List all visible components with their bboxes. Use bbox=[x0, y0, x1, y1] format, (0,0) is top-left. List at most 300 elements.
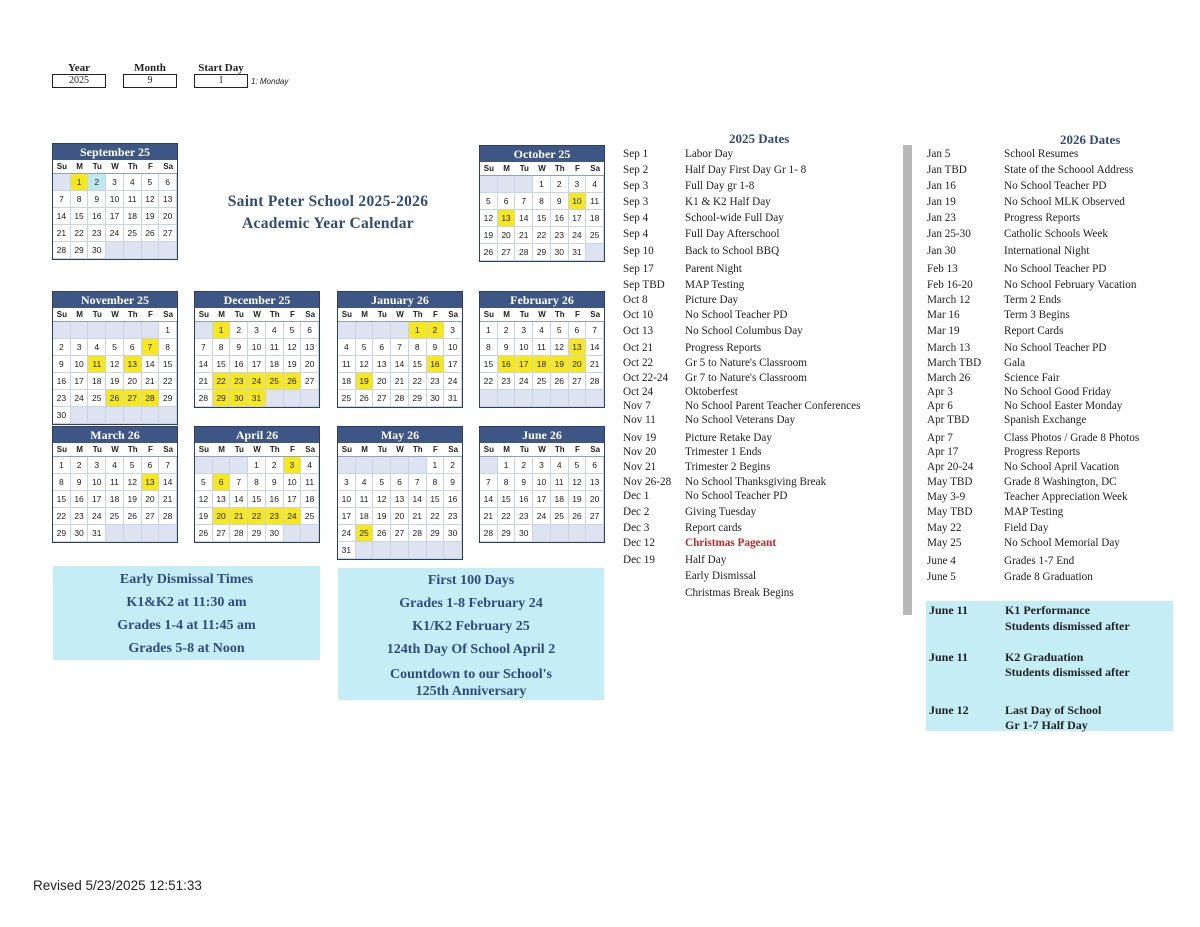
empty-day-cell bbox=[142, 242, 160, 259]
weekday-header: Su bbox=[338, 308, 356, 322]
event-name: No School Teacher PD bbox=[685, 490, 788, 502]
day-cell: 26 bbox=[480, 244, 498, 261]
day-cell: 21 bbox=[480, 508, 498, 525]
empty-day-cell bbox=[586, 244, 604, 261]
weekday-header: M bbox=[71, 160, 89, 174]
day-cell: 9 bbox=[88, 191, 106, 208]
day-cell: 13 bbox=[301, 339, 319, 356]
event-name: Parent Night bbox=[685, 263, 742, 275]
early-dismissal-grades-5-8: Grades 5-8 at Noon bbox=[128, 641, 245, 656]
early-dismissal-box bbox=[53, 566, 320, 660]
day-cell: 17 bbox=[88, 491, 106, 508]
weekday-header: Tu bbox=[515, 162, 533, 176]
day-cell: 1 bbox=[533, 176, 551, 193]
day-cell: 14 bbox=[515, 210, 533, 227]
day-cell: 11 bbox=[356, 491, 374, 508]
empty-day-cell bbox=[124, 322, 142, 339]
empty-day-cell bbox=[515, 390, 533, 407]
day-cell: 12 bbox=[284, 339, 302, 356]
day-cell: 22 bbox=[498, 508, 516, 525]
day-cell: 25 bbox=[586, 227, 604, 244]
day-cell: 26 bbox=[356, 390, 374, 407]
day-cell: 26 bbox=[142, 225, 160, 242]
empty-day-cell bbox=[71, 407, 89, 424]
start-day-field[interactable]: 1 bbox=[194, 74, 248, 88]
event-name: Early Dismissal bbox=[685, 570, 757, 582]
weekday-header: Tu bbox=[88, 308, 106, 322]
early-dismissal-title: Early Dismissal Times bbox=[119, 572, 254, 587]
empty-day-cell bbox=[142, 407, 160, 424]
event-name: Half Day First Day Gr 1- 8 bbox=[685, 164, 807, 176]
day-cell: 12 bbox=[195, 491, 213, 508]
day-cell: 2 bbox=[71, 457, 89, 474]
empty-day-cell bbox=[569, 390, 587, 407]
empty-day-cell bbox=[195, 457, 213, 474]
day-cell: 2 bbox=[515, 457, 533, 474]
day-cell: 15 bbox=[498, 491, 516, 508]
empty-day-cell bbox=[338, 457, 356, 474]
day-cell: 12 bbox=[551, 339, 569, 356]
day-cell: 7 bbox=[586, 322, 604, 339]
day-cell: 28 bbox=[480, 525, 498, 542]
event-date: Oct 22-24 bbox=[623, 372, 669, 384]
weekday-header: Su bbox=[480, 443, 498, 457]
month-april-2026 bbox=[194, 426, 320, 543]
empty-day-cell bbox=[480, 457, 498, 474]
day-cell: 28 bbox=[515, 244, 533, 261]
month-september-2025 bbox=[52, 143, 178, 260]
day-cell: 5 bbox=[124, 457, 142, 474]
day-cell: 10 bbox=[71, 356, 89, 373]
weekday-header: Su bbox=[195, 308, 213, 322]
month-name: December 25 bbox=[195, 292, 319, 308]
day-cell: 30 bbox=[71, 525, 89, 542]
day-cell: 27 bbox=[391, 525, 409, 542]
day-cell: 23 bbox=[427, 373, 445, 390]
day-cell: 31 bbox=[88, 525, 106, 542]
day-cell: 24 bbox=[88, 508, 106, 525]
day-cell: 9 bbox=[266, 474, 284, 491]
day-cell: 24 bbox=[533, 508, 551, 525]
day-cell: 25 bbox=[533, 373, 551, 390]
june-event-title: K1 Performance bbox=[1005, 603, 1090, 617]
day-cell: 11 bbox=[266, 339, 284, 356]
day-cell: 27 bbox=[586, 508, 604, 525]
june-event-date: June 12 bbox=[929, 703, 969, 717]
day-cell: 15 bbox=[533, 210, 551, 227]
day-cell: 8 bbox=[71, 191, 89, 208]
day-cell: 8 bbox=[480, 339, 498, 356]
event-name: Oktoberfest bbox=[685, 386, 738, 398]
day-cell: 10 bbox=[106, 191, 124, 208]
june-event-note: Students dismissed after bbox=[1005, 665, 1130, 679]
empty-day-cell bbox=[391, 322, 409, 339]
day-cell: 12 bbox=[373, 491, 391, 508]
day-cell: 2 bbox=[551, 176, 569, 193]
day-cell: 4 bbox=[551, 457, 569, 474]
day-cell: 12 bbox=[142, 191, 160, 208]
weekday-header: M bbox=[213, 308, 231, 322]
day-cell: 29 bbox=[498, 525, 516, 542]
day-cell: 8 bbox=[498, 474, 516, 491]
day-cell: 22 bbox=[71, 225, 89, 242]
event-name: Report Cards bbox=[1004, 325, 1064, 337]
event-name: Grade 8 Washington, DC bbox=[1004, 476, 1117, 488]
day-cell: 20 bbox=[498, 227, 516, 244]
day-cell: 23 bbox=[88, 225, 106, 242]
day-cell: 8 bbox=[427, 474, 445, 491]
day-cell: 15 bbox=[480, 356, 498, 373]
day-cell: 16 bbox=[71, 491, 89, 508]
day-cell: 27 bbox=[213, 525, 231, 542]
day-cell: 20 bbox=[569, 356, 587, 373]
weekday-header: M bbox=[498, 162, 516, 176]
event-name: Gr 5 to Nature's Classroom bbox=[685, 357, 807, 369]
event-name: International Night bbox=[1004, 245, 1090, 257]
empty-day-cell bbox=[124, 242, 142, 259]
countdown-line-1: Countdown to our School's bbox=[390, 667, 552, 682]
day-cell: 22 bbox=[480, 373, 498, 390]
day-cell: 2 bbox=[427, 322, 445, 339]
june-event-date: June 11 bbox=[929, 650, 969, 664]
event-name: Back to School BBQ bbox=[685, 245, 780, 257]
year-field[interactable]: 2025 bbox=[52, 74, 106, 88]
month-name: May 26 bbox=[338, 427, 462, 443]
day-cell: 17 bbox=[515, 356, 533, 373]
weekday-header: Sa bbox=[586, 443, 604, 457]
event-date: Dec 12 bbox=[623, 537, 655, 549]
day-cell: 14 bbox=[159, 474, 177, 491]
day-cell: 18 bbox=[551, 491, 569, 508]
event-date: Jan 19 bbox=[927, 196, 956, 208]
day-cell: 23 bbox=[444, 508, 462, 525]
month-field[interactable]: 9 bbox=[123, 74, 177, 88]
day-cell: 16 bbox=[53, 373, 71, 390]
day-cell: 6 bbox=[569, 322, 587, 339]
day-cell: 28 bbox=[159, 508, 177, 525]
day-cell: 19 bbox=[124, 491, 142, 508]
event-name: No School Easter Monday bbox=[1004, 400, 1123, 412]
day-cell: 17 bbox=[71, 373, 89, 390]
day-cell: 30 bbox=[230, 390, 248, 407]
empty-day-cell bbox=[71, 322, 89, 339]
event-name: No School Teacher PD bbox=[1004, 180, 1107, 192]
day-cell: 1 bbox=[53, 457, 71, 474]
day-cell: 1 bbox=[409, 322, 427, 339]
day-cell: 2 bbox=[230, 322, 248, 339]
event-date: May 25 bbox=[927, 537, 962, 549]
empty-day-cell bbox=[480, 390, 498, 407]
day-cell: 21 bbox=[391, 373, 409, 390]
day-cell: 18 bbox=[266, 356, 284, 373]
day-cell: 1 bbox=[427, 457, 445, 474]
empty-day-cell bbox=[373, 322, 391, 339]
event-date: Feb 13 bbox=[927, 263, 958, 275]
event-date: Apr 3 bbox=[927, 386, 953, 398]
event-date: Apr 17 bbox=[927, 446, 959, 458]
day-cell: 28 bbox=[391, 390, 409, 407]
weekday-header: Sa bbox=[301, 443, 319, 457]
day-cell: 9 bbox=[427, 339, 445, 356]
day-cell: 30 bbox=[266, 525, 284, 542]
day-cell: 16 bbox=[230, 356, 248, 373]
day-cell: 25 bbox=[124, 225, 142, 242]
weekday-header: Th bbox=[409, 443, 427, 457]
empty-day-cell bbox=[159, 525, 177, 542]
day-cell: 29 bbox=[248, 525, 266, 542]
empty-day-cell bbox=[142, 525, 160, 542]
empty-day-cell bbox=[586, 390, 604, 407]
weekday-header: Th bbox=[124, 160, 142, 174]
empty-day-cell bbox=[301, 525, 319, 542]
month-name: January 26 bbox=[338, 292, 462, 308]
day-cell: 6 bbox=[124, 339, 142, 356]
month-june-2026 bbox=[479, 426, 605, 543]
day-cell: 6 bbox=[373, 339, 391, 356]
month-may-2026 bbox=[337, 426, 463, 560]
day-cell: 10 bbox=[444, 339, 462, 356]
day-cell: 5 bbox=[356, 339, 374, 356]
event-date: March 26 bbox=[927, 372, 971, 384]
day-cell: 25 bbox=[551, 508, 569, 525]
day-cell: 3 bbox=[338, 474, 356, 491]
event-date: Oct 22 bbox=[623, 357, 654, 369]
event-date: Sep 3 bbox=[623, 180, 649, 192]
day-cell: 26 bbox=[106, 390, 124, 407]
weekday-header: Sa bbox=[301, 308, 319, 322]
day-cell: 4 bbox=[124, 174, 142, 191]
event-name: No School April Vacation bbox=[1004, 461, 1120, 473]
day-cell: 11 bbox=[551, 474, 569, 491]
day-cell: 8 bbox=[409, 339, 427, 356]
day-cell: 22 bbox=[533, 227, 551, 244]
event-date: Dec 2 bbox=[623, 506, 650, 518]
empty-day-cell bbox=[106, 407, 124, 424]
day-cell: 5 bbox=[142, 174, 160, 191]
day-cell: 27 bbox=[301, 373, 319, 390]
day-cell: 11 bbox=[88, 356, 106, 373]
event-date: Oct 24 bbox=[623, 386, 654, 398]
weekday-header: W bbox=[248, 443, 266, 457]
day-cell: 13 bbox=[391, 491, 409, 508]
day-cell: 12 bbox=[480, 210, 498, 227]
event-name: No School Thanksgiving Break bbox=[685, 476, 827, 488]
weekday-header: M bbox=[498, 308, 516, 322]
day-cell: 26 bbox=[569, 508, 587, 525]
weekday-header: F bbox=[142, 443, 160, 457]
day-cell: 21 bbox=[159, 491, 177, 508]
event-name: Half Day bbox=[685, 554, 727, 566]
day-cell: 26 bbox=[284, 373, 302, 390]
month-grid bbox=[53, 308, 177, 424]
day-cell: 1 bbox=[498, 457, 516, 474]
month-name: March 26 bbox=[53, 427, 177, 443]
day-cell: 25 bbox=[301, 508, 319, 525]
title-line-2: Academic Year Calendar bbox=[242, 215, 414, 232]
day-cell: 22 bbox=[159, 373, 177, 390]
day-cell: 14 bbox=[391, 356, 409, 373]
june-event-title: Last Day of School bbox=[1005, 703, 1102, 717]
day-cell: 22 bbox=[409, 373, 427, 390]
day-cell: 16 bbox=[498, 356, 516, 373]
weekday-header: Tu bbox=[88, 160, 106, 174]
day-cell: 18 bbox=[106, 491, 124, 508]
day-cell: 29 bbox=[533, 244, 551, 261]
month-name: November 25 bbox=[53, 292, 177, 308]
empty-day-cell bbox=[159, 407, 177, 424]
day-cell: 13 bbox=[498, 210, 516, 227]
event-date: Nov 20 bbox=[623, 446, 657, 458]
day-cell: 16 bbox=[427, 356, 445, 373]
day-cell: 28 bbox=[230, 525, 248, 542]
weekday-header: Tu bbox=[230, 443, 248, 457]
empty-day-cell bbox=[427, 542, 445, 559]
event-date: Dec 1 bbox=[623, 490, 650, 502]
event-name: No School Veterans Day bbox=[685, 414, 796, 426]
day-cell: 16 bbox=[515, 491, 533, 508]
event-date: Apr 20-24 bbox=[927, 461, 974, 473]
empty-day-cell bbox=[88, 322, 106, 339]
event-date: Apr 7 bbox=[927, 432, 953, 444]
day-cell: 29 bbox=[71, 242, 89, 259]
weekday-header: W bbox=[533, 443, 551, 457]
event-name: Gala bbox=[1004, 357, 1026, 369]
weekday-header: W bbox=[106, 443, 124, 457]
year-label: Year bbox=[68, 62, 90, 74]
day-cell: 15 bbox=[159, 356, 177, 373]
event-date: Jan TBD bbox=[927, 164, 967, 176]
weekday-header: Sa bbox=[159, 160, 177, 174]
first-100-grades-1-8: Grades 1-8 February 24 bbox=[399, 596, 543, 611]
day-cell: 9 bbox=[515, 474, 533, 491]
weekday-header: Su bbox=[338, 443, 356, 457]
day-cell: 18 bbox=[586, 210, 604, 227]
event-name: Term 3 Begins bbox=[1004, 309, 1070, 321]
day-cell: 19 bbox=[195, 508, 213, 525]
weekday-header: Sa bbox=[586, 162, 604, 176]
day-cell: 30 bbox=[515, 525, 533, 542]
day-cell: 1 bbox=[71, 174, 89, 191]
day-cell: 2 bbox=[266, 457, 284, 474]
event-date: May TBD bbox=[927, 506, 973, 518]
day-cell: 17 bbox=[106, 208, 124, 225]
event-date: Sep 4 bbox=[623, 228, 649, 240]
event-date: Dec 3 bbox=[623, 522, 650, 534]
month-name: February 26 bbox=[480, 292, 604, 308]
day-cell: 6 bbox=[391, 474, 409, 491]
day-cell: 3 bbox=[569, 176, 587, 193]
day-cell: 5 bbox=[480, 193, 498, 210]
day-cell: 22 bbox=[248, 508, 266, 525]
empty-day-cell bbox=[498, 176, 516, 193]
weekday-header: Tu bbox=[373, 308, 391, 322]
day-cell: 4 bbox=[301, 457, 319, 474]
day-cell: 6 bbox=[498, 193, 516, 210]
month-name: October 25 bbox=[480, 146, 604, 162]
weekday-header: M bbox=[356, 443, 374, 457]
weekday-header: W bbox=[533, 308, 551, 322]
day-cell: 21 bbox=[195, 373, 213, 390]
day-cell: 15 bbox=[213, 356, 231, 373]
empty-day-cell bbox=[356, 542, 374, 559]
day-cell: 22 bbox=[53, 508, 71, 525]
day-cell: 14 bbox=[195, 356, 213, 373]
day-cell: 27 bbox=[124, 390, 142, 407]
day-cell: 9 bbox=[498, 339, 516, 356]
event-name: No School Teacher PD bbox=[1004, 263, 1107, 275]
weekday-header: F bbox=[569, 443, 587, 457]
weekday-header: Th bbox=[551, 162, 569, 176]
day-cell: 13 bbox=[124, 356, 142, 373]
day-cell: 11 bbox=[586, 193, 604, 210]
empty-day-cell bbox=[586, 525, 604, 542]
day-cell: 17 bbox=[338, 508, 356, 525]
month-grid bbox=[480, 308, 604, 407]
event-date: March 13 bbox=[927, 342, 971, 354]
event-name: Grades 1-7 End bbox=[1004, 555, 1075, 567]
early-dismissal-k1k2: K1&K2 at 11:30 am bbox=[126, 595, 247, 610]
day-cell: 30 bbox=[551, 244, 569, 261]
day-cell: 4 bbox=[356, 474, 374, 491]
day-cell: 5 bbox=[551, 322, 569, 339]
event-name: Labor Day bbox=[685, 148, 734, 160]
day-cell: 2 bbox=[498, 322, 516, 339]
day-cell: 23 bbox=[53, 390, 71, 407]
day-cell: 10 bbox=[248, 339, 266, 356]
day-cell: 16 bbox=[88, 208, 106, 225]
day-cell: 23 bbox=[551, 227, 569, 244]
day-cell: 2 bbox=[53, 339, 71, 356]
day-cell: 14 bbox=[53, 208, 71, 225]
month-grid bbox=[53, 443, 177, 542]
day-cell: 5 bbox=[569, 457, 587, 474]
day-cell: 31 bbox=[569, 244, 587, 261]
event-name: Full Day gr 1-8 bbox=[685, 180, 755, 192]
day-cell: 1 bbox=[248, 457, 266, 474]
month-october-2025 bbox=[479, 145, 605, 262]
event-date: Jan 5 bbox=[927, 148, 951, 160]
empty-day-cell bbox=[533, 390, 551, 407]
event-date: Nov 11 bbox=[623, 414, 656, 426]
event-date: Mar 19 bbox=[927, 325, 960, 337]
weekday-header: F bbox=[427, 443, 445, 457]
weekday-header: Th bbox=[409, 308, 427, 322]
month-grid bbox=[338, 443, 462, 559]
day-cell: 20 bbox=[124, 373, 142, 390]
day-cell: 29 bbox=[427, 525, 445, 542]
day-cell: 20 bbox=[373, 373, 391, 390]
dates-2026-heading: 2026 Dates bbox=[1060, 132, 1121, 147]
event-date: June 4 bbox=[927, 555, 956, 567]
day-cell: 19 bbox=[480, 227, 498, 244]
day-cell: 14 bbox=[586, 339, 604, 356]
weekday-header: Tu bbox=[515, 443, 533, 457]
day-cell: 10 bbox=[533, 474, 551, 491]
day-cell: 24 bbox=[284, 508, 302, 525]
weekday-header: W bbox=[248, 308, 266, 322]
day-cell: 22 bbox=[213, 373, 231, 390]
weekday-header: Tu bbox=[230, 308, 248, 322]
event-date: May 22 bbox=[927, 522, 962, 534]
empty-day-cell bbox=[266, 390, 284, 407]
day-cell: 5 bbox=[373, 474, 391, 491]
month-january-2026 bbox=[337, 291, 463, 408]
day-cell: 3 bbox=[444, 322, 462, 339]
weekday-header: F bbox=[569, 162, 587, 176]
day-cell: 1 bbox=[159, 322, 177, 339]
empty-day-cell bbox=[106, 525, 124, 542]
day-cell: 18 bbox=[338, 373, 356, 390]
